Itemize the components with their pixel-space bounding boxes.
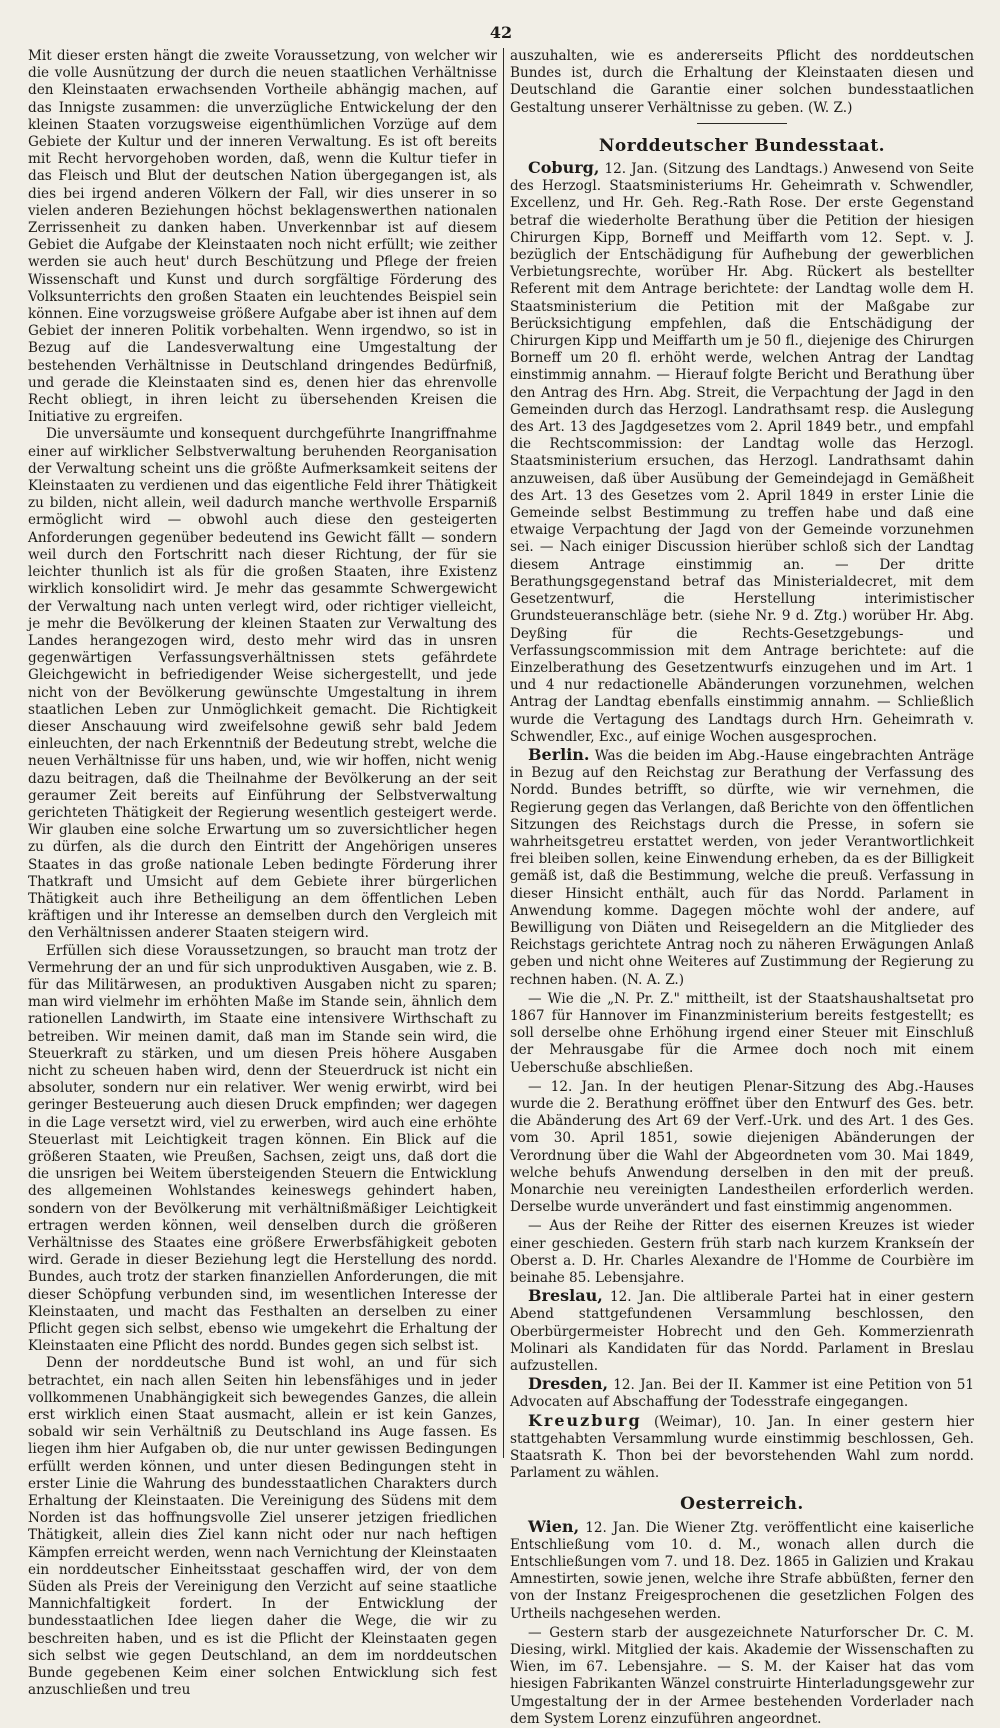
news-entry-text: 12. Jan. Die altliberale Partei hat in einer gestern Abend stattgefundenen Versammlung beschlossen, den Oberbürgermeister Hobrecht und den Geh. Kommerzienrath Molinari als Kandidaten für das Nordd. Parlament in Breslau aufzustellen. bbox=[509, 1289, 974, 1375]
left-paragraph-4: Denn der norddeutsche Bund ist wohl, an und für sich betrachtet, ein nach allen Seiten hin lebensfähiges und in jeder vollkommenen Unabhängigkeit sich bewegendes Ganzes, die allein erst wirklich einen Staat ausmacht, allein er ist kein Ganzes, sobald wir sein Verhältniß zu Deutschland ins Auge fassen. Es liegen ihm hier Aufgaben ob, die nur unter gewissen Bedingungen erfüllt werden können, und unter diesen Bedingungen steht in erster Linie die Wahrung des bundesstaatlichen Charakters durch Erhaltung der Kleinstaaten. Die Vereinigung des Südens mit dem Norden ist das hoffnungsvolle Ziel unserer jetzigen friedlichen Thätigkeit, allein dies Ziel kann nicht oder nur nach heftigen Kämpfen erreicht werden, wenn nach Vernichtung der Kleinstaaten ein norddeutscher Einheitsstaat geschaffen wird, der von dem Süden als Preis der Vereinigung den Verzicht auf seine staatliche Mannichfaltigkeit fordert. In der Entwicklung der bundesstaatlichen Idee liegen daher die Wege, die wir zu beschreiten haben, und es ist die Pflicht der Kleinstaaten gegen sich selbst wie gegen Deutschland, an dem im norddeutschen Bunde gegebenen Keim einer solchen Entwicklung sich fest anzuschließen und treu bbox=[28, 1355, 497, 1699]
dateline-place: Wien, bbox=[527, 1516, 580, 1536]
dateline-place: Kreuzburg bbox=[527, 1410, 642, 1430]
left-paragraph-1: Mit dieser ersten hängt die zweite Voraussetzung, von welcher wir die volle Ausnützung der durch die neuen staatlichen Verhältnisse den Kleinstaaten erwachsenden Vortheile abhängig machen, auf das Innigste zusammen: die unverzügliche Entwickelung der den kleinen Staaten vorzugsweise eigenthümlichen Vorzüge auf dem Gebiete der Kultur und der inneren Verwaltung. Es ist oft bereits mit Recht hervorgehoben worden, daß, wenn die Kultur tiefer in das Fleisch und Blut der deutschen Nation übergegangen ist, als dies bei irgend anderen Völkern der Fall, wir dies unserer in so vielen anderen Beziehungen höchst beklagenswerthen nationalen Zerrissenheit zu danken haben. Unverkennbar ist auf diesem Gebiet die Aufgabe der Kleinstaaten noch nicht erfüllt; wie zeither werden sie auch heut' durch Beschützung und Pflege der freien Wissenschaft und Kunst und durch sorgfältige Förderung des Volksunterrichts den großen Staaten ein leuchtendes Beispiel sein können. Eine vorzugsweise größere Aufgabe aber ist ihnen auf dem Gebiet der inneren Politik vorbehalten. Wenn irgendwo, so ist in Bezug auf die Landesverwaltung eine Umgestaltung der bestehenden Verhältnisse in Deutschland dringendes Bedürfniß, und gerade die Kleinstaaten sind es, denen hier das ehrenvolle Recht obliegt, in ihren leicht zu übersehenden Kreisen die Initiative zu ergreifen. bbox=[28, 48, 497, 426]
news-entry-dresden bbox=[510, 1375, 974, 1411]
news-entry-berlin-3 bbox=[510, 1077, 974, 1217]
right-column bbox=[504, 48, 980, 1727]
article-columns bbox=[22, 48, 980, 1727]
news-entry-berlin-2 bbox=[510, 989, 974, 1077]
section-divider bbox=[697, 123, 787, 124]
news-entry-text: Was die beiden im Abg.-Hause eingebrachten Anträge in Bezug auf den Reichstag zur Berathung der Verfassung des Nordd. Bundes betrifft, so dürfte, wie wir vernehmen, die Regierung gegen das Verlangen, daß Berichte von den öffentlichen Sitzungen des Reichstags durch die Presse, in sofern sie wahrheitsgetreu erstattet werden, von jeder Verantwortlichkeit frei bleiben sollen, keine Einwendung erheben, da es der Billigkeit gemäß ist, daß die Bestimmung, welche die preuß. Verfassung in dieser Hinsicht enthält, auch für das Nordd. Parlament in Anwendung komme. Dagegen möchte wohl der andere, auf Bewilligung von Diäten und Reisegeldern an die Mitglieder des Reichstags gerichtete Antrag noch zu näheren Erwägungen Anlaß geben und nicht ohne Weiteres auf Zustimmung der Regierung zu rechnen haben. (N. A. Z.) bbox=[509, 747, 974, 988]
section-heading-norddeutscher-bundesstaat: Norddeutscher Bundesstaat. bbox=[598, 135, 886, 156]
dateline-place: Dresden, bbox=[527, 1374, 609, 1394]
news-entry-berlin-4 bbox=[510, 1216, 974, 1287]
right-intro-paragraph: auszuhalten, wie es andererseits Pflicht des norddeutschen Bundes ist, durch die Erhaltung der Kleinstaaten diesen und Deutschland die Garantie einer solchen bundesstaatlichen Gestaltung unserer Verhältnisse zu geben. (W. Z.) bbox=[509, 48, 974, 116]
news-entry-kreuzburg bbox=[510, 1412, 974, 1483]
left-column bbox=[22, 48, 504, 1699]
news-entry-text: — 12. Jan. In der heutigen Plenar-Sitzung des Abg.-Hauses wurde die 2. Berathung eröffnet über den Entwurf des Ges. betr. die Abänderung des Art 69 der Verf.-Urk. und des Art. 1 des Ges. vom 30. April 1851, sowie diejenigen Abänderungen der Verordnung über die Wahl der Abgeordneten vom 30. Mai 1849, welche behufs Anwendung derselben in den mit der preuß. Monarchie neu vereinigten Landestheilen erforderlich werden. Derselbe wurde unverändert und fast einstimmig angenommen. bbox=[509, 1078, 974, 1216]
news-entry-wien bbox=[510, 1518, 974, 1623]
dateline-place: Coburg, bbox=[527, 158, 600, 178]
news-entry-text: — Wie die „N. Pr. Z." mittheilt, ist der Staatshaushaltsetat pro 1867 für Hannover im Finanzministerium bereits festgestellt; es soll derselbe ohne Erhöhung irgend einer Steuer mit Einschluß der Mehrausgabe für die Armee doch noch mit einem Ueberschuße abschließen. bbox=[509, 990, 974, 1076]
left-paragraph-3: Erfüllen sich diese Voraussetzungen, so braucht man trotz der Vermehrung der an und für sich unproduktiven Ausgaben, wie z. B. für das Militärwesen, an produktiven Ausgaben nicht zu sparen; man wird vielmehr im erhöhten Maße im Stande sein, ähnlich dem rationellen Landwirth, im Staate eine intensivere Wirthschaft zu betreiben. Wir meinen damit, daß man im Stande sein wird, die Steuerkraft zu stärken, und um diesen Preis höhere Ausgaben nicht zu scheuen haben wird, denn der Steuerdruck ist nicht ein absoluter, sondern nur ein relativer. Wer wenig erwirbt, wird bei geringer Besteuerung auch diesen Druck empfinden; wer dagegen in die Lage versetzt wird, viel zu erwerben, wird auch eine erhöhte Steuerlast mit Leichtigkeit tragen können. Ein Blick auf die größeren Staaten, wie Preußen, Sachsen, zeigt uns, daß dort die die unsrigen bei Weitem übersteigenden Steuern die Entwicklung des allgemeinen Wohlstandes keineswegs gehindert haben, sondern von der Bevölkerung mit verhältnißmäßiger Leichtigkeit ertragen werden können, weil denselben durch die größeren Verhältnisse des Staates eine größere Erwerbsfähigkeit geboten wird. Gerade in dieser Beziehung legt die Herstellung des nordd. Bundes, auch trotz der starken finanziellen Anforderungen, die mit dieser Schöpfung verbunden sind, im wesentlichen Interesse der Kleinstaaten, und macht das Festhalten an derselben zu einer Pflicht gegen sich selbst, ebenso wie umgekehrt die Erhaltung der Kleinstaaten eine Pflicht des nordd. Bundes gegen sich selbst ist. bbox=[28, 942, 497, 1355]
news-entry-wien-2 bbox=[510, 1623, 974, 1728]
news-entry-text: — Gestern starb der ausgezeichnete Naturforscher Dr. C. M. Diesing, wirkl. Mitglied der kais. Akademie der Wissenschaften zu Wien, im 67. Lebensjahre. — S. M. der Kaiser hat das vom hiesigen Fabrikanten Wänzel construirte Hinterladungsgewehr zur Umgestaltung der in der Armee bestehenden Vorderlader nach dem System Lorenz einzuführen angeordnet. bbox=[509, 1624, 974, 1727]
news-entry-text: 12. Jan. Die Wiener Ztg. veröffentlicht eine kaiserliche Entschließung vom 10. d. M., wonach allen durch die Entschließungen vom 7. und 18. Dez. 1865 in Galizien und Krakau Amnestirten, sowie jenen, welche ihre Strafe abbüßten, ferner den von der Instanz Freigesprochenen die gesetzlichen Folgen des Urtheils nachgesehen werden. bbox=[509, 1519, 974, 1622]
left-paragraph-2: Die unversäumte und konsequent durchgeführte Inangriffnahme einer auf wirklicher Selbstverwaltung beruhenden Reorganisation der Verwaltung scheint uns die größte Aufmerksamkeit seitens der Kleinstaaten zu verdienen und das eigentliche Feld ihrer Thätigkeit zu bilden, nicht allein, weil dadurch manche werthvolle Ersparniß ermöglicht wird — obwohl auch diese den gesteigerten Anforderungen gegenüber bedeutend ins Gewicht fällt — sondern weil durch den Fortschritt nach dieser Richtung, der für sie leichter thunlich ist als für die großen Staaten, ihre Existenz wirklich konsolidirt wird. Je mehr das gesammte Schwergewicht der Verwaltung nach unten verlegt wird, oder richtiger vielleicht, je mehr die Bevölkerung der kleinen Staaten zur Verwaltung des Landes herangezogen wird, desto mehr wird das in unsren gegenwärtigen Verfassungsverhältnissen stets gefährdete Gleichgewicht in befriedigender Weise sichergestellt, und jede nicht von der Bevölkerung gewünschte Umgestaltung in ihrem staatlichen Leben zur Unmöglichkeit gemacht. Die Richtigkeit dieser Anschauung wird zweifelsohne gewiß sehr bald Jedem einleuchten, der nach Erkenntniß der Bedeutung strebt, welche die neuen Verhältnisse für uns haben, und, wie wir hoffen, nicht wenig dazu beitragen, daß die Theilnahme der Bevölkerung an der seit geraumer Zeit bereits auf Einführung der Selbstverwaltung gerichteten Thätigkeit der Regierung wesentlich gesteigert werde. Wir glauben eine solche Erwartung um so zuversichtlicher hegen zu dürfen, als die durch den Eintritt der Angehörigen unseres Staates in das große nationale Leben bedingte Förderung ihrer Thatkraft und Umsicht auf dem Gebiete ihrer bürgerlichen Thätigkeit auch ihre Betheiligung an dem öffentlichen Leben kräftigen und ihr Interesse an demselben durch den Vergleich mit den Verhältnissen anderer Staaten steigern wird. bbox=[28, 426, 497, 942]
dateline-place: Breslau, bbox=[527, 1286, 603, 1306]
news-entry-text: 12. Jan. (Sitzung des Landtags.) Anwesend von Seite des Herzogl. Staatsministeriums Hr. Geheimrath v. Schwendler, Excellenz, und Hr. Geh. Reg.-Rath Rose. Der erste Gegenstand betraf die wiederholte Berathung über die Petition der hiesigen Chirurgen Kipp, Borneff und Meiffarth vom 12. Sept. v. J. bezüglich der Entschädigung für Aufhebung der gewerblichen Verbietungsrechte, worüber Hr. Abg. Rückert als bestellter Referent mit dem Antrage berichtete: der Landtag wolle dem H. Staatsministerium die Petition mit der Maßgabe zur Berücksichtigung empfehlen, daß die Entschädigung der Chirurgen Kipp und Meiffarth um je 50 fl., diejenige des Chirurgen Borneff um 20 fl. erhöht werde, welchen Antrag der Landtag einstimmig annahm. — Hierauf folgte Bericht und Berathung über den Antrag des Hrn. Abg. Streit, die Verpachtung der Jagd in den Gemeinden durch das Herzogl. Landrathsamt resp. die Auslegung des Art. 13 des Jagdgesetzes vom 2. April 1849 betr., und empfahl die Rechtscommission: der Landtag wolle das Herzogl. Staatsministerium ersuchen, das Herzogl. Landrathsamt dahin anzuweisen, daß über Ausübung der Gemeindejagd in Gemäßheit des Art. 13 des Gesetzes vom 2. April 1849 in erster Linie die Gemeinde selbst Bestimmung zu treffen habe und daß eine etwaige Verpachtung der Jagd von der Gemeinde vorzunehmen sei. — Nach einiger Discussion hierüber schloß sich der Landtag diesem Antrage einstimmig an. — Der dritte Berathungsgegenstand betraf das Ministerialdecret, mit dem Gesetzentwurf, die Herstellung interimistischer Grundsteueranschläge betr. (siehe Nr. 9 d. Ztg.) worüber Hr. Abg. Deyßing für die Rechts-Gesetzgebungs- und Verfassungscommission mit dem Antrage berichtete: auf die Einzelberathung des Gesetzentwurfs einzugehen und im Art. 1 und 4 nur redactionelle Abänderungen vorzunehmen, welchen Antrag der Landtag ebenfalls einstimmig annahm. — Schließlich wurde die Vertagung des Landtags durch Hrn. Geheimrath v. Schwendler, Exc., auf einige Wochen ausgesprochen. bbox=[509, 161, 974, 745]
news-entry-breslau bbox=[510, 1287, 974, 1375]
section-heading-oesterreich: Oesterreich. bbox=[680, 1494, 804, 1515]
news-entry-coburg bbox=[510, 159, 974, 746]
news-entry-text: (Weimar), 10. Jan. In einer gestern hier stattgehabten Versammlung wurde einstimmig beschlossen, Geh. Staatsrath K. Thon bei der bevorstehenden Wahl zum nordd. Parlament zu wählen. bbox=[509, 1413, 974, 1482]
news-entry-berlin bbox=[510, 746, 974, 989]
dateline-place: Berlin. bbox=[527, 744, 590, 764]
news-entry-text: — Aus der Reihe der Ritter des eisernen Kreuzes ist wieder einer geschieden. Gestern früh starb nach kurzem Krankseín der Oberst a. D. Hr. Charles Alexandre de l'Homme de Courbière im beinahe 85. Lebensjahre. bbox=[509, 1218, 974, 1287]
news-entry-text: 12. Jan. Bei der II. Kammer ist eine Petition von 51 Advocaten auf Abschaffung der Todesstrafe eingegangen. bbox=[509, 1377, 974, 1411]
page-number: 42 bbox=[489, 23, 513, 42]
